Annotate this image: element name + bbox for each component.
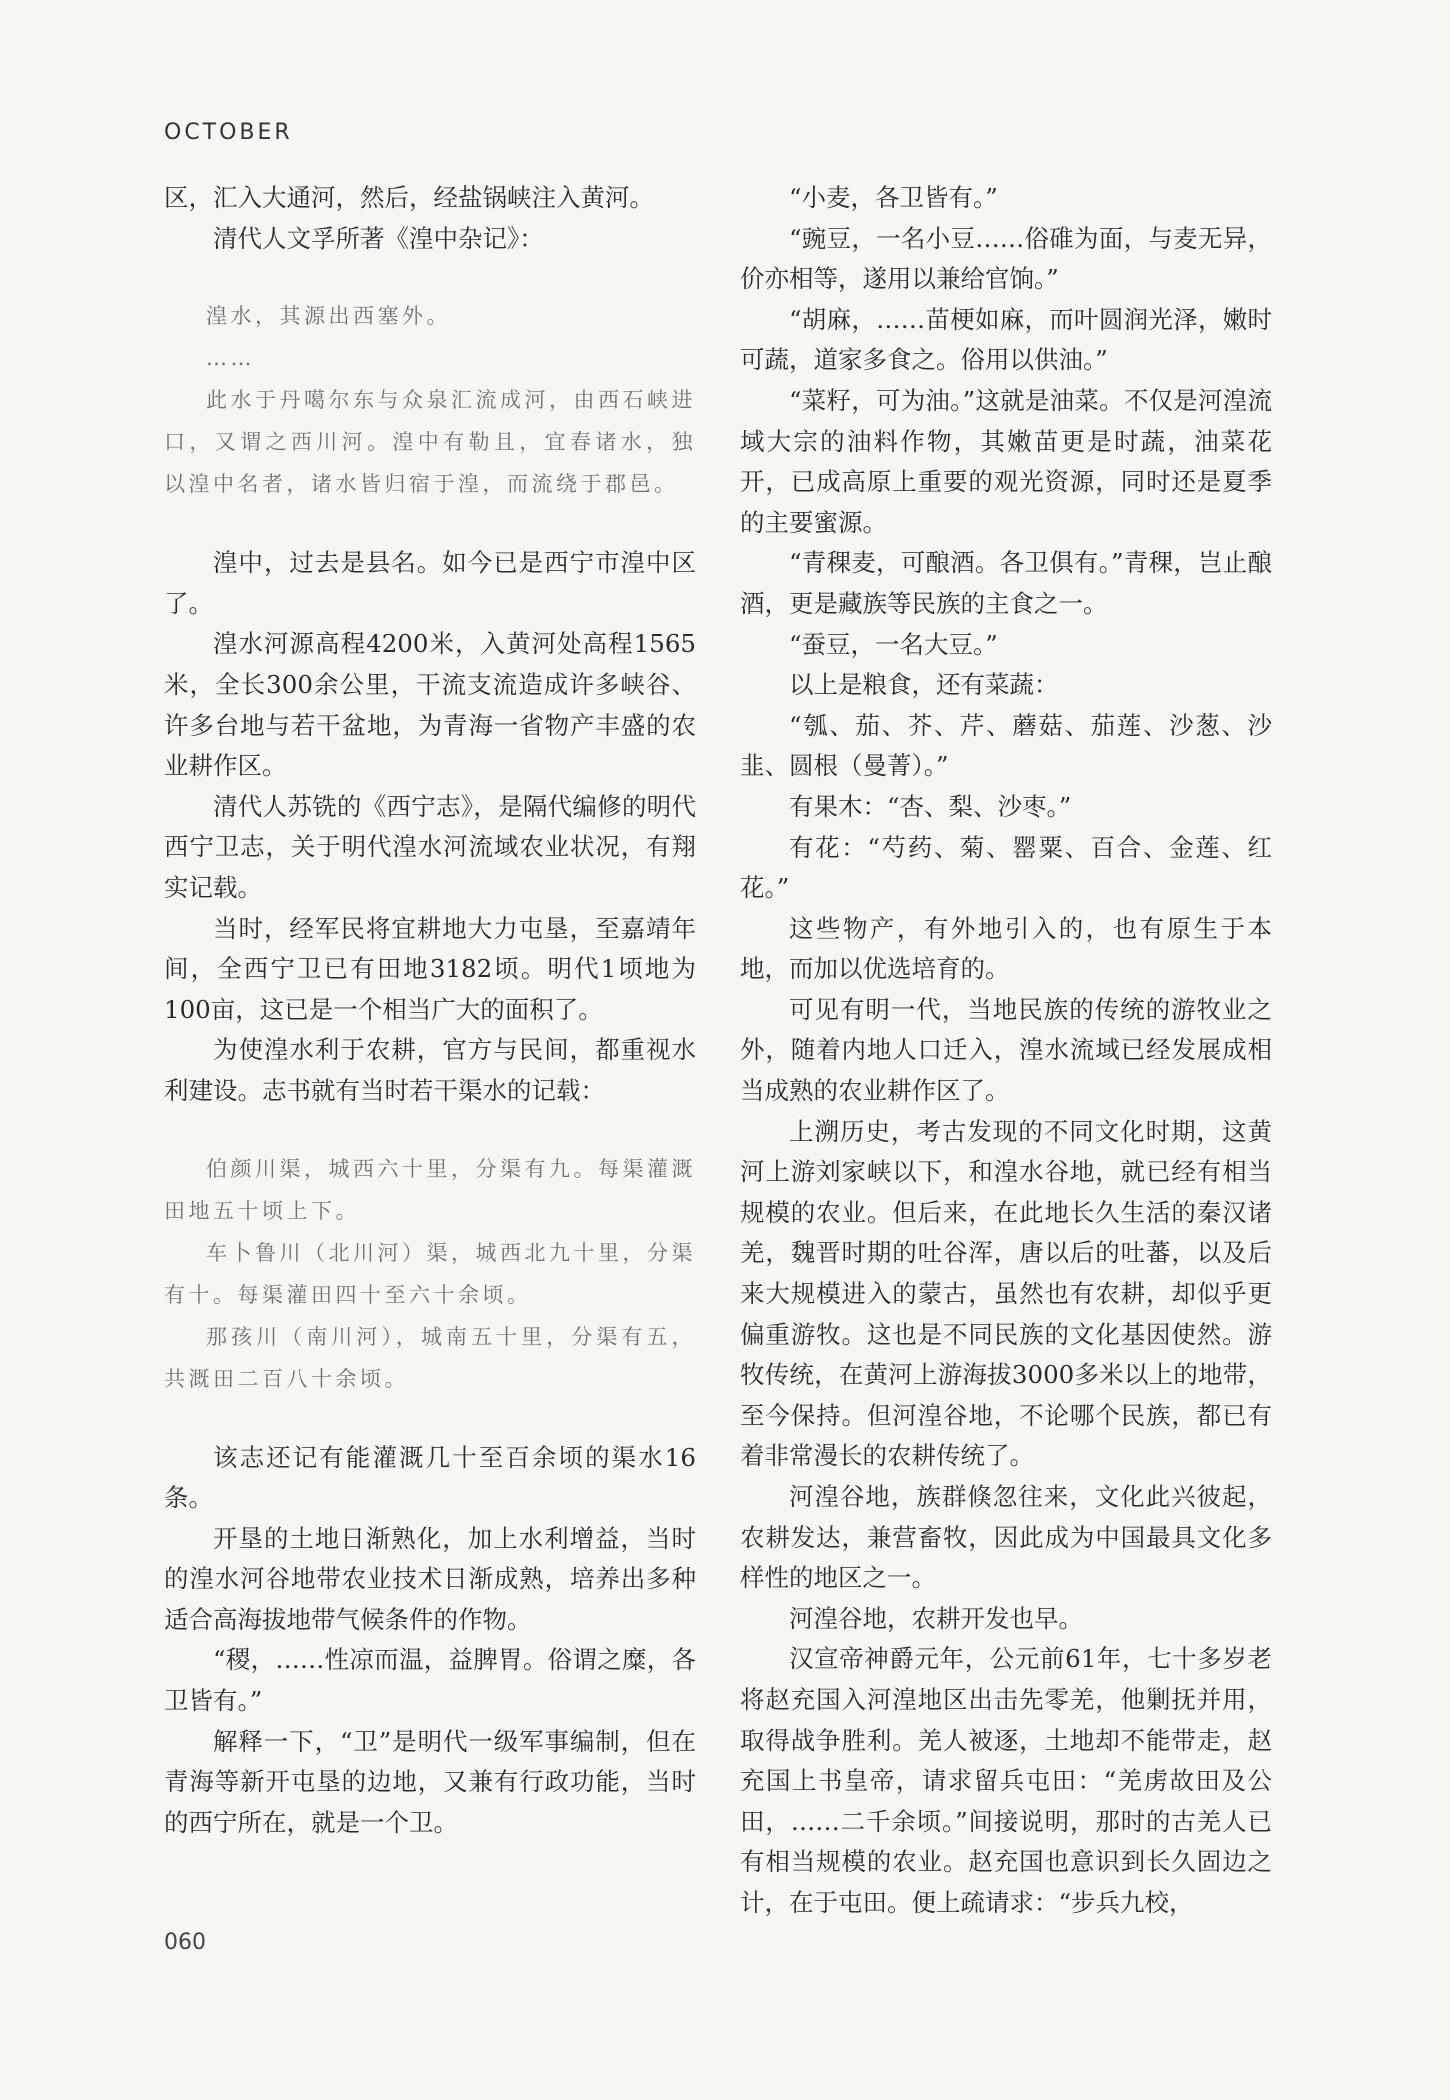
paragraph: 为使湟水利于农耕，官方与民间，都重视水利建设。志书就有当时若干渠水的记载： — [164, 1035, 696, 1105]
paragraph: 上溯历史，考古发现的不同文化时期，这黄河上游刘家峡以下，和湟水谷地，就已经有相当规模的农业。但后来，在此地长久生活的秦汉诸羌，魏晋时期的吐谷浑，唐以后的吐蕃，以及后来大规模进入的蒙古，虽然也有农耕，却似乎更偏重游牧。这也是不同民族的文化基因使然。游牧传统，在黄河上游海拔3000多米以上的地带，至今保持。但河湟谷地，不论哪个民族，都已有着非常漫长的农耕传统了。 — [740, 1116, 1272, 1471]
quote-line: 那孩川（南川河），城南五十里，分渠有五，共溉田二百八十余顷。 — [164, 1324, 696, 1391]
paragraph: 开垦的土地日渐熟化，加上水利增益，当时的湟水河谷地带农业技术日渐成熟，培养出多种适合高海拔地带气候条件的作物。 — [164, 1523, 696, 1634]
quote-line: 伯颜川渠，城西六十里，分渠有九。每渠灌溉田地五十顷上下。 — [164, 1156, 696, 1223]
paragraph: 当时，经军民将宜耕地大力屯垦，至嘉靖年间，全西宁卫已有田地3182顷。明代1顷地为100亩，这已是一个相当广大的面积了。 — [164, 913, 696, 1024]
paragraph: 区，汇入大通河，然后，经盐锅峡注入黄河。 — [164, 183, 654, 212]
paragraph: “小麦，各卫皆有。” — [789, 183, 998, 212]
paragraph: 河湟谷地，农耕开发也早。 — [789, 1603, 1083, 1633]
paragraph: 以上是粮食，还有菜蔬： — [789, 670, 1059, 700]
paragraph: 可见有明一代，当地民族的传统的游牧业之外，随着内地人口迁入，湟水流域已经发展成相当成熟的农业耕作区了。 — [740, 994, 1272, 1106]
paragraph: “稷，……性凉而温，益脾胃。俗谓之糜，各卫皆有。” — [164, 1645, 696, 1716]
paragraph: 湟中，过去是县名。如今已是西宁市湟中区了。 — [164, 548, 696, 618]
paragraph: 解释一下，“卫”是明代一级军事编制，但在青海等新开屯垦的边地，又兼有行政功能，当时的西宁所在，就是一个卫。 — [164, 1726, 696, 1837]
paragraph: 汉宣帝神爵元年，公元前61年，七十多岁老将赵充国入河湟地区出击先零羌，他剿抚并用，取得战争胜利。羌人被逐，土地却不能带走，赵充国上书皇帝，请求留兵屯田：“羌虏故田及公田，……二千余顷。”间接说明，那时的古羌人已有相当规模的农业。赵充国也意识到长久固边之计，在于屯田。便上疏请求：“步兵九校， — [740, 1644, 1272, 1917]
paragraph: 清代人文孚所著《湟中杂记》： — [213, 223, 544, 253]
paragraph: “豌豆，一名小豆……俗碓为面，与麦无异，价亦相等，遂用以兼给官饷。” — [740, 223, 1272, 294]
quote-line: …… — [206, 346, 255, 371]
paragraph: 有果木：“杏、梨、沙枣。” — [789, 791, 1072, 821]
paragraph: 有花：“芍药、菊、罂粟、百合、金莲、红花。” — [740, 832, 1272, 903]
quote-line: 车卜鲁川（北川河）渠，城西北九十里，分渠有十。每渠灌田四十至六十余顷。 — [164, 1240, 696, 1307]
paragraph: “青稞麦，可酿酒。各卫俱有。”青稞，岂止酿酒，更是藏族等民族的主食之一。 — [740, 548, 1272, 618]
left-column — [164, 178, 696, 1843]
paragraph: “菜籽，可为油。”这就是油菜。不仅是河湟流域大宗的油料作物，其嫩苗更是时蔬，油菜花开，已成高原上重要的观光资源，同时还是夏季的主要蜜源。 — [740, 385, 1272, 537]
paragraph: “瓠、茄、芥、芹、蘑菇、茄莲、沙葱、沙韭、圆根（曼菁）。” — [740, 710, 1272, 781]
paragraph: 清代人苏铣的《西宁志》，是隔代编修的明代西宁卫志，关于明代湟水河流域农业状况，有翔实记载。 — [164, 791, 696, 902]
page-number: 060 — [164, 1930, 206, 1955]
quote-line: 此水于丹噶尔东与众泉汇流成河，由西石峡进口，又谓之西川河。湟中有勒且，宜春诸水，独以湟中名者，诸水皆归宿于湟，而流绕于郡邑。 — [164, 388, 696, 497]
paragraph: “胡麻，……苗梗如麻，而叶圆润光泽，嫩时可蔬，道家多食之。俗用以供油。” — [740, 304, 1272, 375]
paragraph: 湟水河源高程4200米，入黄河处高程1565米，全长300余公里，干流支流造成许多峡谷、许多台地与若干盆地，为青海一省物产丰盛的农业耕作区。 — [164, 629, 696, 781]
paragraph: 该志还记有能灌溉几十至百余顷的渠水16条。 — [164, 1442, 696, 1513]
paragraph: 这些物产，有外地引入的，也有原生于本地，而加以优选培育的。 — [740, 913, 1272, 984]
running-header: OCTOBER — [164, 120, 293, 145]
quotation-block — [164, 295, 696, 505]
quote-line: 湟水，其源出西塞外。 — [206, 304, 451, 329]
paragraph: “蚕豆，一名大豆。” — [789, 629, 998, 659]
right-column — [740, 178, 1272, 1924]
paragraph: 河湟谷地，族群倏忽往来，文化此兴彼起，农耕发达，兼营畜牧，因此成为中国最具文化多样性的地区之一。 — [740, 1482, 1272, 1593]
quotation-block — [164, 1148, 696, 1400]
